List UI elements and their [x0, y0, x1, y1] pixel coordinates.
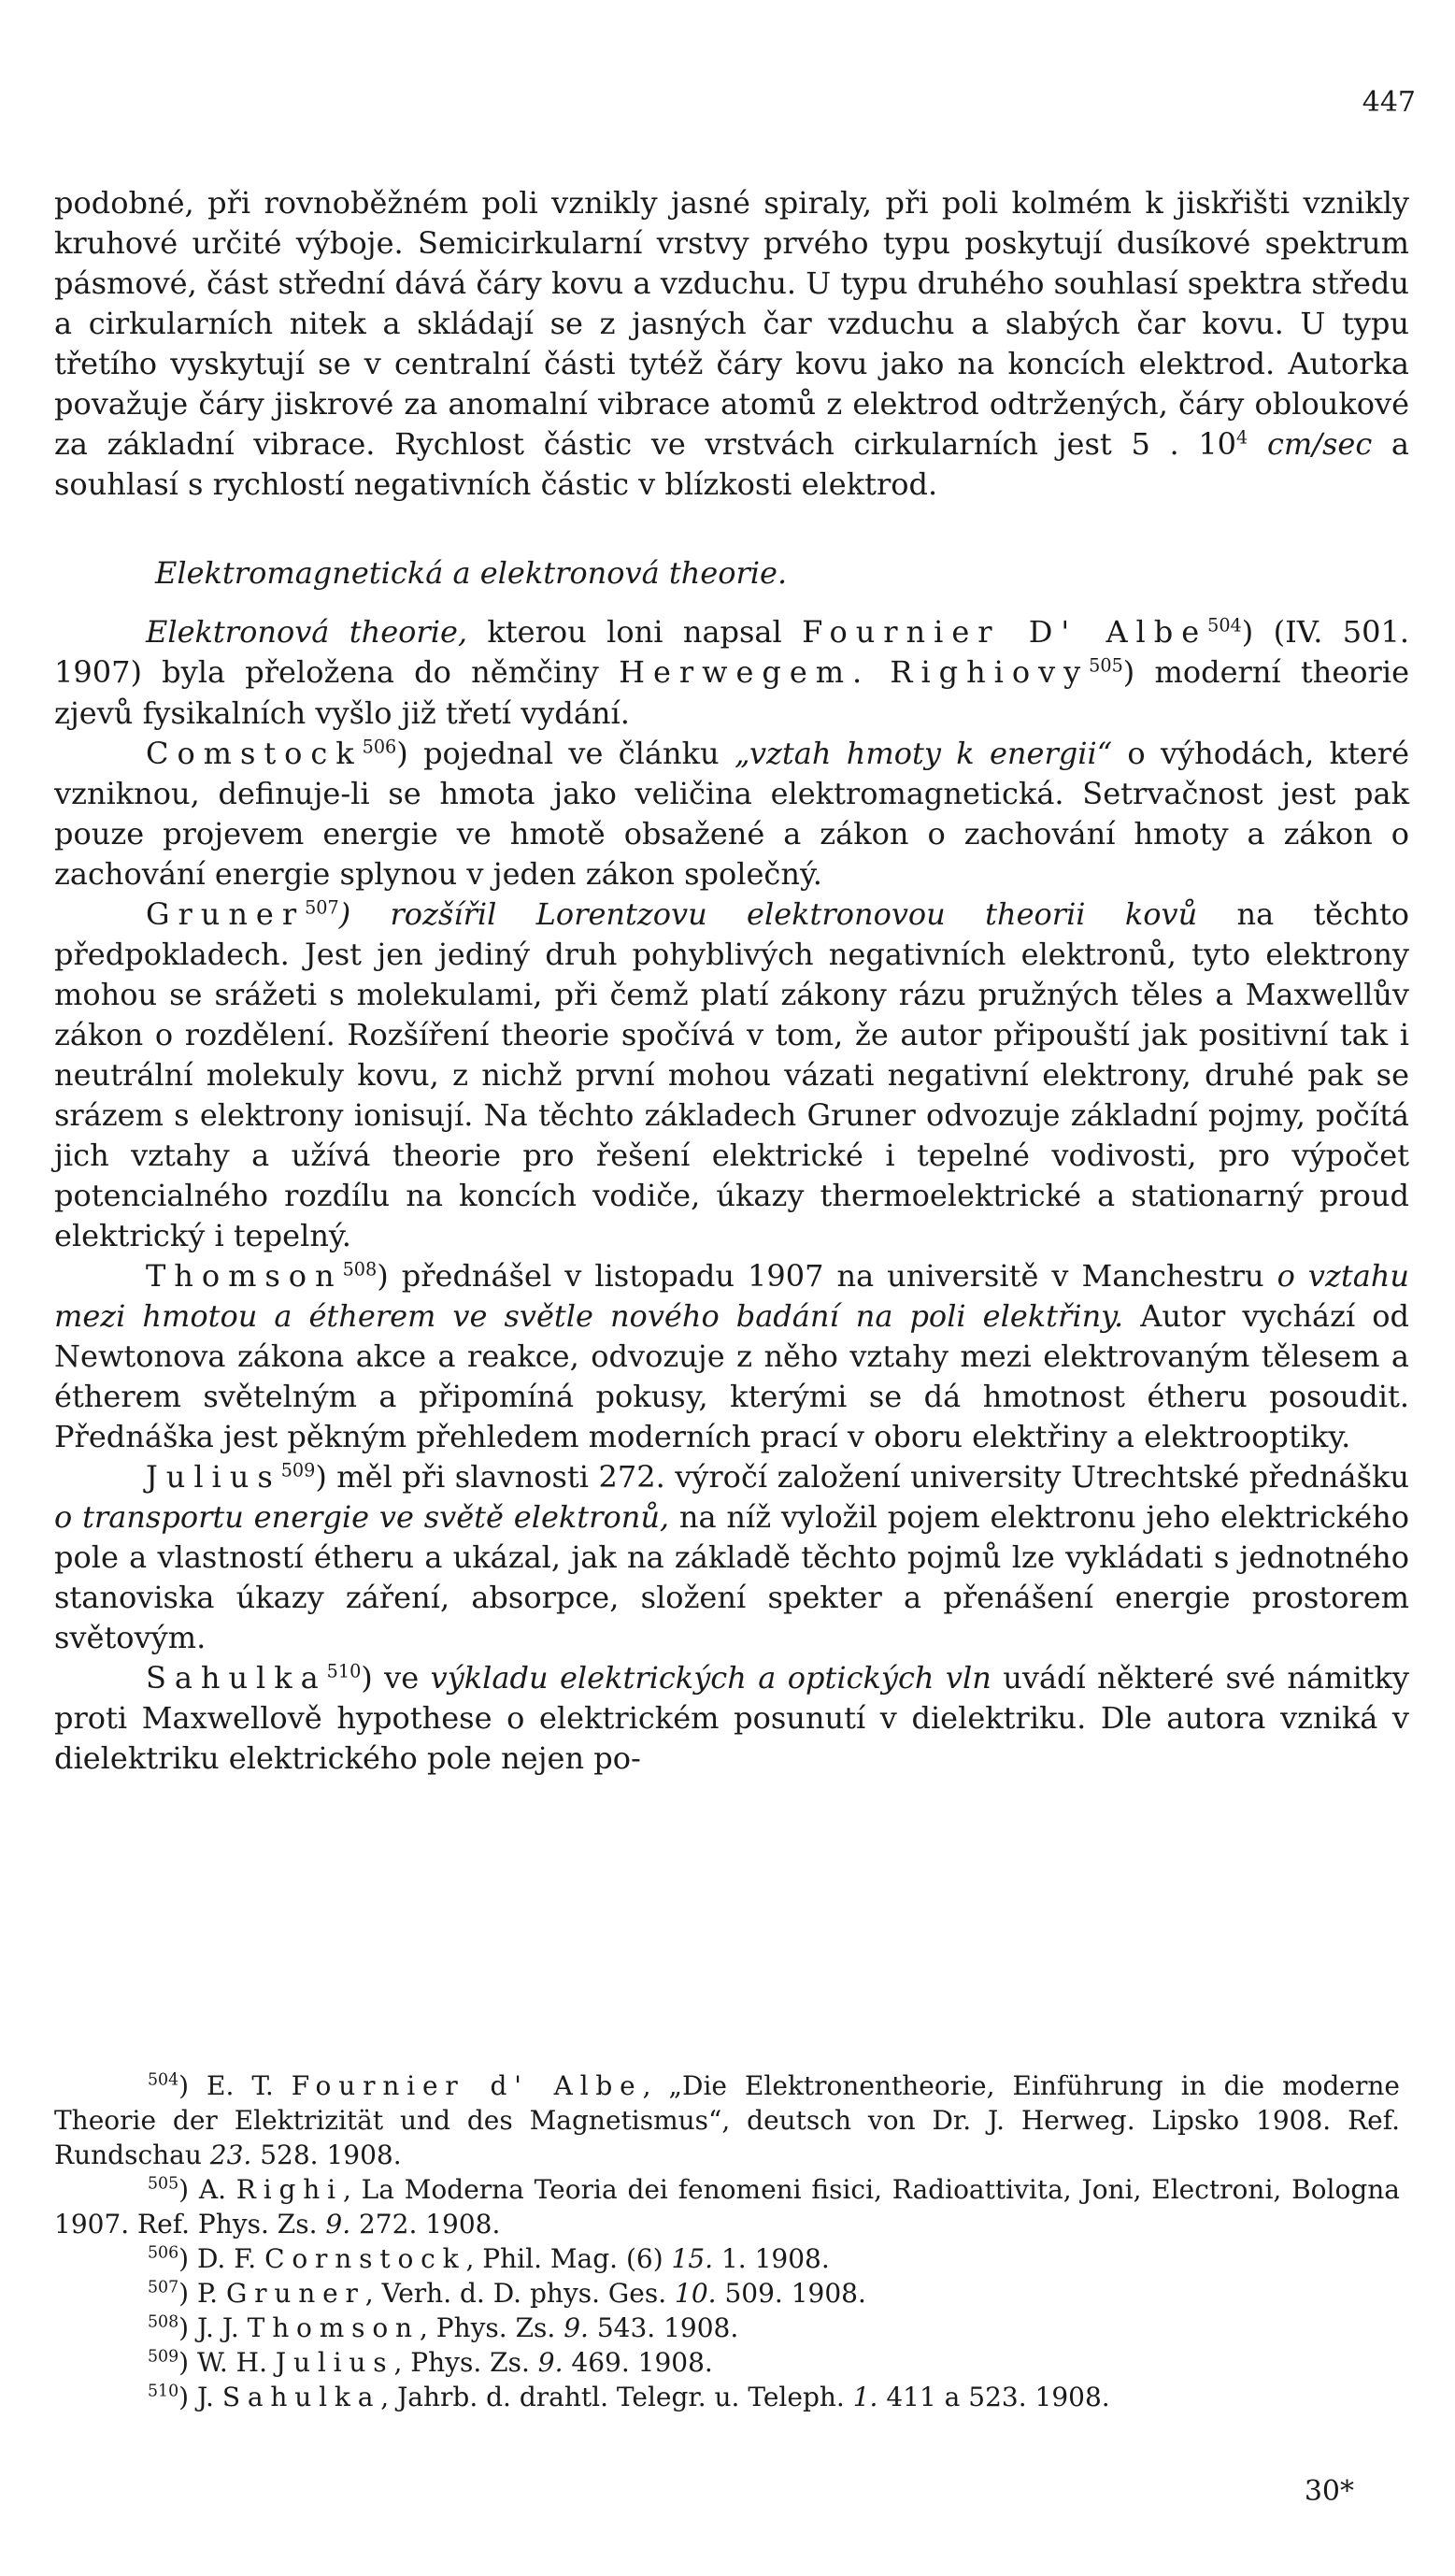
p7-italic: výkladu elektrických a optických vln	[430, 1660, 991, 1696]
footnote-text: ) D. F.	[178, 2242, 265, 2274]
footnote-text: , Phil. Mag. (6)	[465, 2242, 672, 2274]
footnote	[54, 2242, 1400, 2277]
p2-text-c	[870, 654, 890, 690]
footnote-author: Fournier d' Albe	[291, 2070, 643, 2101]
p7-text-b: uvádí některé své námitky proti Maxwellově hypothese o elektrickém posunutí v dielektriku. Dle autora vzniká v dielektriku elektrického pole nejen po-	[54, 1660, 1410, 1777]
p2-text-b: ) (IV. 501. 1907) byla přeložena do němčiny	[54, 614, 1409, 691]
footnote-text: ) J. J.	[178, 2311, 248, 2343]
paragraph-5	[54, 1256, 1409, 1457]
footnote-author: Cornstock	[264, 2242, 466, 2274]
footnote-author: Righi	[235, 2173, 343, 2205]
unit-cm-sec: cm/sec	[1266, 426, 1373, 463]
author-herweg: Herwegem.	[619, 654, 871, 691]
p3-text-b: o výhodách, které vzniknou, definuje-li se hmota jako veličina elektromagnetická. Setrvačnost jest pak pouze projevem energie ve hmotě obsažené a zákon o zachování hmoty a zákon o zachování energie splynou v jeden zákon společný.	[54, 735, 1410, 892]
footnote-text: 469. 1908.	[563, 2346, 713, 2378]
page-number: 447	[1362, 86, 1416, 119]
paragraph-1-text: podobné, při rovnoběžném poli vznikly jasné spiraly, při poli kolmém k jiskřišti vznikly kruhové určité výboje. Semicirkularní vrstvy prvého typu poskytují dusíkové spektrum pásmové, část střední dává čáry kovu a vzduchu. U typu druhého souhlasí spektra středu a cirkularních nitek a skládají se z jasných čar vzduchu a slabých čar kovu. U typu třetího vyskytují se v centralní části tytéž čáry kovu jako na koncích elektrod. Autorka považuje čáry jiskrové za anomalní vibrace atomů z elektrod odtržených, čáry obloukové za základní vibrace. Rychlost částic ve vrstvách cirkularních jest 5 . 10	[54, 185, 1409, 463]
footnote-author: Julius	[275, 2346, 394, 2378]
footnote-text: ) W. H.	[178, 2346, 276, 2378]
paragraph-7	[54, 1658, 1409, 1779]
exponent: 4	[1236, 426, 1248, 449]
footnote-author: Gruner	[225, 2277, 365, 2309]
footnote-text: ) J.	[178, 2381, 222, 2412]
footnote-ref-510: 510	[326, 1660, 362, 1682]
footnote-text: 528. 1908.	[251, 2139, 402, 2170]
author-julius: Julius	[146, 1459, 281, 1496]
footnote-mark: 505	[148, 2174, 179, 2194]
footnote-volume: 1.	[852, 2381, 878, 2412]
footnote-text: 543. 1908.	[588, 2311, 739, 2343]
footnote	[54, 2069, 1400, 2173]
footnote-text: , Jahrb. d. drahtl. Telegr. u. Teleph.	[380, 2381, 853, 2412]
footnote-author: Sahulka	[221, 2381, 381, 2412]
author-fournier: Fournier D' Albe	[802, 614, 1208, 651]
footnote-mark: 506	[148, 2243, 179, 2263]
footnote-ref-504: 504	[1207, 614, 1242, 637]
p6-text-a: ) měl při slavnosti 272. výročí založení university Utrechtské přednášku	[315, 1459, 1409, 1496]
paragraph-1	[54, 183, 1409, 505]
paragraph-1-tail: a souhlasí s rychlostí negativních částic v blízkosti elektrod.	[54, 426, 1410, 503]
author-gruner: Gruner	[146, 895, 306, 932]
footnote-mark: 509	[148, 2347, 179, 2367]
footnote-text: 272. 1908.	[350, 2208, 501, 2240]
author-comstock: Comstock	[146, 735, 363, 771]
paragraph-3	[54, 734, 1409, 894]
main-text	[54, 183, 1409, 1779]
footnote	[54, 2311, 1400, 2346]
footnote-volume: 9.	[325, 2208, 351, 2240]
footnote-volume: 15.	[671, 2242, 714, 2274]
footnote-ref-509: 509	[280, 1459, 316, 1481]
p5-text-a: ) přednášel v listopadu 1907 na universitě v Manchestru	[377, 1257, 1277, 1294]
footnotes	[54, 2069, 1400, 2415]
p4-text-a: na těchto předpokladech. Jest jen jediný druh pohyblivých negativních elektronů, tyto elektrony mohou se srážeti s molekulami, při čemž platí zákony rázu pružných těles a Maxwellův zákon o rozdělení. Rozšíření theorie spočívá v tom, že autor připouští jak positivní tak i neutrální molekuly kovu, z nichž první mohou vázati negativní elektrony, druhé pak se srázem s elektrony ionisují. Na těchto základech Gruner odvozuje základní pojmy, počítá jich vztahy a užívá theorie pro řešení elektrické i tepelné vodivosti, pro výpočet potencialného rozdílu na koncích vodiče, úkazy thermoelektrické a stationarný proud elektrický i tepelný.	[54, 895, 1410, 1253]
footnote-ref-508: 508	[342, 1258, 378, 1281]
author-sahulka: Sahulka	[146, 1660, 327, 1696]
author-thomson: Thomson	[146, 1257, 343, 1294]
p6-italic: o transportu energie ve světě elektronů,	[54, 1499, 670, 1536]
footnote-text: , Verh. d. D. phys. Ges.	[364, 2277, 676, 2309]
section-heading: Elektromagnetická a elektronová theorie.	[155, 555, 788, 592]
p2-text-a: kterou loni napsal	[467, 614, 803, 651]
footnote	[54, 2277, 1400, 2311]
paragraph-6	[54, 1457, 1409, 1658]
footnote-author: Thomson	[247, 2311, 420, 2343]
sheet-signature: 30*	[1304, 2475, 1354, 2508]
footnote-text: ) E. T.	[178, 2070, 292, 2101]
p3-text-a: ) pojednal ve článku	[396, 735, 735, 771]
paragraph-4	[54, 894, 1409, 1256]
footnote-ref-505: 505	[1089, 654, 1123, 677]
paragraph-2	[54, 612, 1409, 733]
footnote-text: , La Moderna Teoria dei fenomeni fisici, Radioattivita, Joni, Electroni, Bologna 1907. Ref. Phys. Zs.	[54, 2173, 1400, 2240]
p3-italic: „vztah hmoty k energii“	[734, 735, 1113, 771]
footnote-text: , Phys. Zs.	[393, 2346, 538, 2378]
p2-text-d: ) moderní theorie zjevů fysikalních vyšlo již třetí vydání.	[54, 654, 1410, 731]
footnote	[54, 2381, 1400, 2415]
footnote-text: ) A.	[178, 2173, 236, 2205]
author-righi: Righiovy	[890, 654, 1090, 691]
footnote-volume: 9.	[563, 2311, 589, 2343]
footnote-text: , Phys. Zs.	[419, 2311, 564, 2343]
p2-italic: Elektronová theorie,	[146, 614, 468, 651]
footnote-mark: 508	[148, 2312, 179, 2332]
footnote-text: 509. 1908.	[716, 2277, 866, 2309]
footnote-volume: 9.	[537, 2346, 563, 2378]
p6-text-b: na níž vyložil pojem elektronu jeho elektrického pole a vlastností étheru a ukázal, jak na základě těchto pojmů lze vykládati s jednotného stanoviska úkazy záření, absorpce, složení spekter a přenášení energie prostorem světovým.	[54, 1499, 1410, 1656]
footnote	[54, 2346, 1400, 2381]
p7-text-a: ) ve	[361, 1660, 431, 1696]
p4-italic: ) rozšířil Lorentzovu elektronovou theorii kovů	[338, 895, 1198, 932]
footnote	[54, 2173, 1400, 2242]
p5-text-b: Autor vychází od Newtonova zákona akce a reakce, odvozuje z něho vztahy mezi elektrovaným tělesem a étherem světelným a připomíná pokusy, kterými se dá hmotnost étheru posoudit. Přednáška jest pěkným přehledem moderních prací v oboru elektřiny a elektrooptiky.	[54, 1297, 1410, 1455]
footnote-mark: 507	[148, 2278, 179, 2297]
footnote-mark: 504	[148, 2070, 179, 2090]
footnote-text: , „Die Elektronentheorie, Einführung in die moderne Theorie der Elektrizität und des Magnetismus“, deutsch von Dr. J. Herweg. Lipsko 1908. Ref. Rundschau	[54, 2070, 1400, 2170]
footnote-ref-507: 507	[305, 896, 339, 918]
footnote-mark: 510	[148, 2382, 179, 2401]
footnote-text: 1. 1908.	[713, 2242, 830, 2274]
footnote-volume: 23.	[209, 2139, 252, 2170]
footnote-ref-506: 506	[362, 735, 397, 757]
footnote-volume: 10.	[675, 2277, 717, 2309]
p5-italic: o vztahu mezi hmotou a étherem ve světle nového badání na poli elektřiny.	[54, 1257, 1410, 1334]
footnote-text: 411 a 523. 1908.	[877, 2381, 1110, 2412]
footnote-text: ) P.	[178, 2277, 226, 2309]
